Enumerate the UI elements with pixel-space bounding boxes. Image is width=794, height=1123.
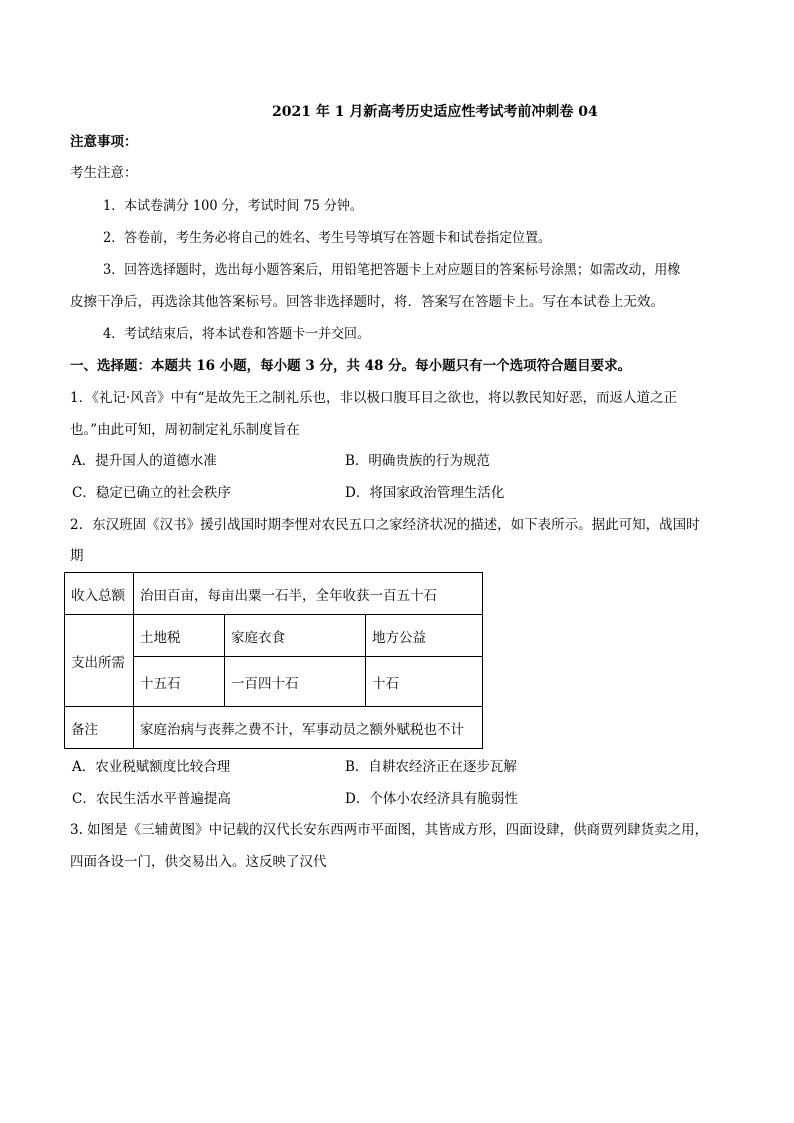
note-value-cell: 家庭治病与丧葬之费不计，军事动员之额外赋税也不计 [134,707,483,749]
expense-header-public-welfare: 地方公益 [366,615,483,657]
notice-item-3: 3．回答选择题时，选出每小题答案后，用铅笔把答题卡上对应题目的答案标号涂黑；如需改动，用橡 [103,262,681,278]
q2-option-d: D．个体小农经济具有脆弱性 [345,791,518,807]
expense-value-public-welfare: 十石 [366,657,483,707]
q2-economy-table [64,572,483,749]
q1-stem-line1: 1．《礼记·风音》中有“是故先王之制礼乐也，非以极口腹耳目之欲也，将以教民知好恶，而返人道之正 [70,390,678,406]
expense-value-land-tax: 十五石 [134,657,225,707]
q2-stem-line1: 2．东汉班固《汉书》援引战国时期李悝对农民五口之家经济状况的描述，如下表所示。据此可知，战国时 [70,517,700,533]
q2-option-c: C．农民生活水平普遍提高 [72,791,231,807]
table-row-income [65,573,483,615]
q2-stem-line2: 期 [70,548,84,564]
q3-stem-line1: 3. 如图是《三辅黄图》中记载的汉代长安东西两市平面图，其皆成方形，四面设肆，供商贾列肆货卖之用， [70,822,709,838]
notice-subheading: 考生注意： [70,165,138,181]
note-label-cell: 备注 [65,707,134,749]
q1-option-c: C．稳定已确立的社会秩序 [72,485,231,501]
notice-item-2: 2．答卷前，考生务必将自己的姓名、考生号等填写在答题卡和试卷指定位置。 [103,230,551,246]
exam-title: 2021 年 1 月新高考历史适应性考试考前冲刺卷 04 [272,104,598,120]
income-label-cell: 收入总额 [65,573,134,615]
q3-stem-line2: 四面各设一门，供交易出入。这反映了汉代 [70,854,327,870]
q1-stem-line2: 也。”由此可知，周初制定礼乐制度旨在 [70,422,300,438]
income-value-cell: 治田百亩，每亩出粟一石半，全年收获一百五十石 [134,573,483,615]
expense-label-cell: 支出所需 [65,615,134,707]
notice-item-4: 4．考试结束后，将本试卷和答题卡一并交回。 [103,326,370,342]
q1-option-b: B．明确贵族的行为规范 [345,453,490,469]
notice-item-3-continued: 皮擦干净后，再选涂其他答案标号。回答非选择题时，将．答案写在答题卡上。写在本试卷上无效。 [70,294,664,310]
expense-header-food-clothing: 家庭衣食 [225,615,366,657]
notice-item-1: 1．本试卷满分 100 分，考试时间 75 分钟。 [103,198,363,214]
table-row-note [65,707,483,749]
expense-header-land-tax: 土地税 [134,615,225,657]
q2-option-b: B．自耕农经济正在逐步瓦解 [345,759,517,775]
table-row-expense-headers [65,615,483,657]
expense-value-food-clothing: 一百四十石 [225,657,366,707]
section-heading: 一、选择题：本题共 16 小题，每小题 3 分，共 48 分。每小题只有一个选项符合题目要求。 [70,358,632,374]
q1-option-a: A．提升国人的道德水准 [72,453,217,469]
notice-heading: 注意事项： [70,134,138,150]
q1-option-d: D．将国家政治管理生活化 [345,485,505,501]
q2-option-a: A．农业税赋额度比较合理 [72,759,231,775]
